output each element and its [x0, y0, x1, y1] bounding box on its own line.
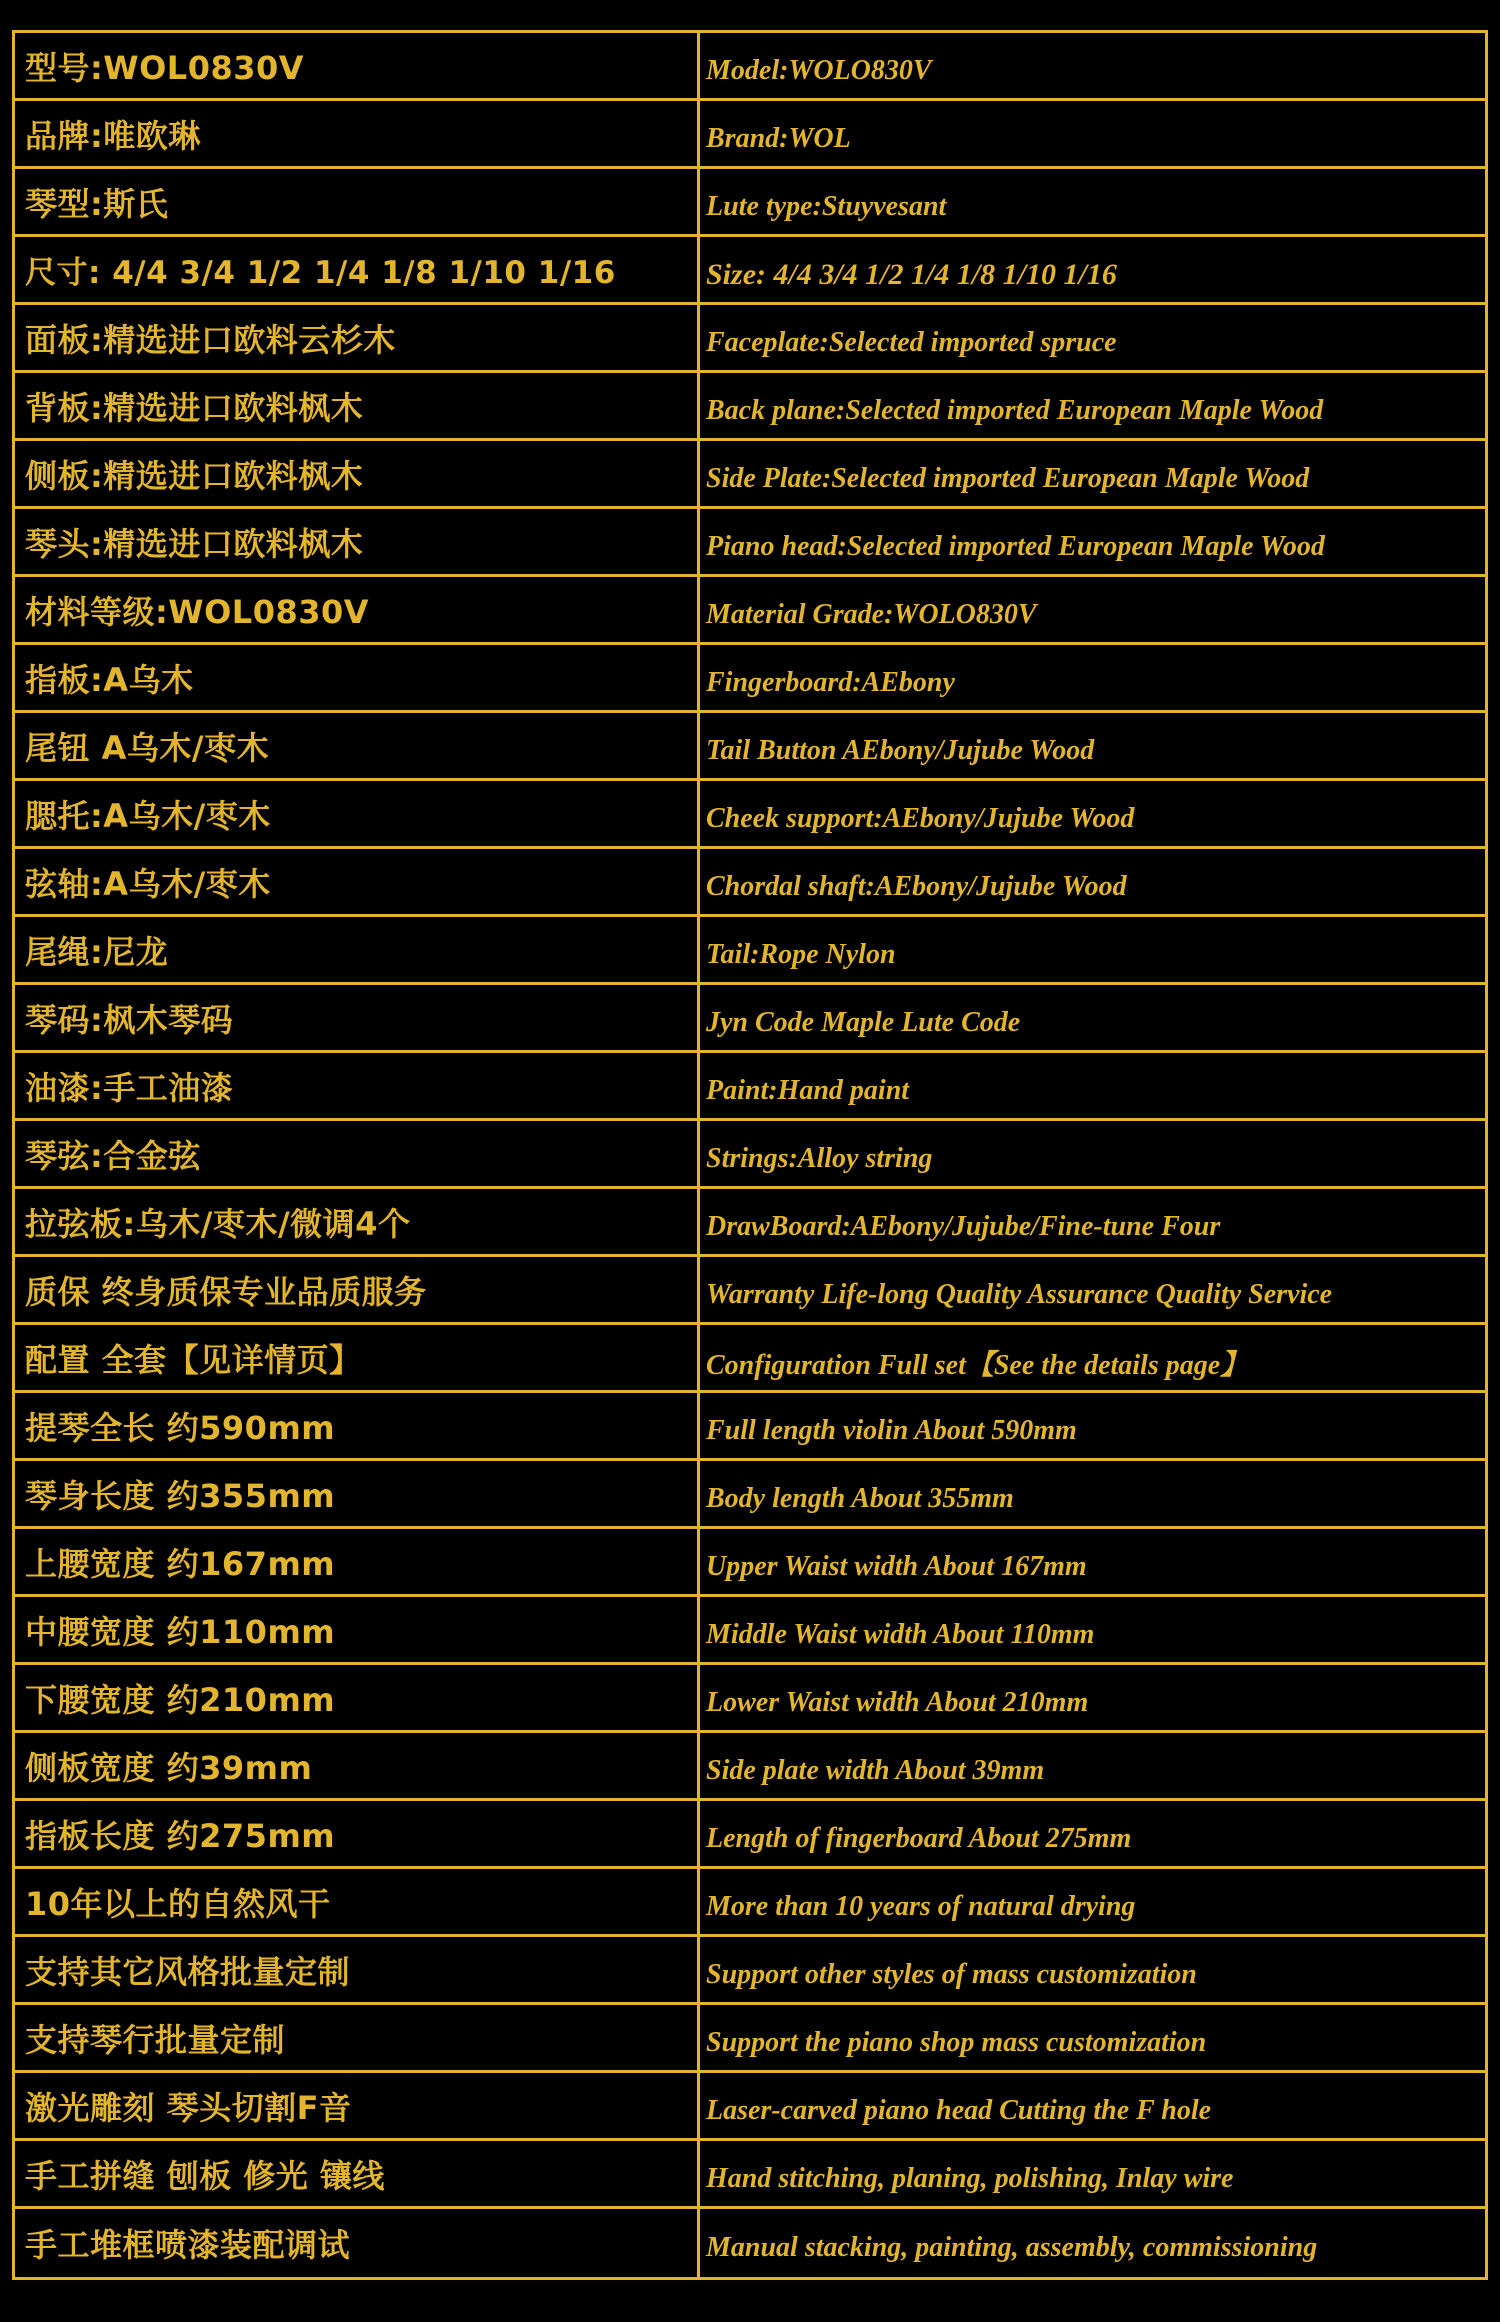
spec-label-en: Laser-carved piano head Cutting the F hole — [700, 2073, 1488, 2138]
spec-row — [12, 237, 1488, 305]
spec-label-en: Jyn Code Maple Lute Code — [700, 985, 1488, 1050]
spec-label-cn: 支持琴行批量定制 — [12, 2005, 700, 2070]
spec-label-cn: 激光雕刻 琴头切割F音 — [12, 2073, 700, 2138]
spec-row — [12, 781, 1488, 849]
spec-label-en: Tail Button AEbony/Jujube Wood — [700, 713, 1488, 778]
spec-row — [12, 2141, 1488, 2209]
spec-label-en: Chordal shaft:AEbony/Jujube Wood — [700, 849, 1488, 914]
spec-row — [12, 2005, 1488, 2073]
spec-label-cn: 提琴全长 约590mm — [12, 1393, 700, 1458]
spec-label-cn: 支持其它风格批量定制 — [12, 1937, 700, 2002]
spec-label-cn: 下腰宽度 约210mm — [12, 1665, 700, 1730]
spec-row — [12, 441, 1488, 509]
spec-row — [12, 1665, 1488, 1733]
spec-label-cn: 面板:精选进口欧料云杉木 — [12, 305, 700, 370]
spec-row — [12, 1325, 1488, 1393]
spec-label-cn: 上腰宽度 约167mm — [12, 1529, 700, 1594]
spec-label-en: DrawBoard:AEbony/Jujube/Fine-tune Four — [700, 1189, 1488, 1254]
spec-label-cn: 尾绳:尼龙 — [12, 917, 700, 982]
spec-table — [12, 30, 1488, 2280]
spec-label-en: Model:WOLO830V — [700, 33, 1488, 98]
spec-label-cn: 配置 全套【见详情页】 — [12, 1325, 700, 1390]
spec-row — [12, 305, 1488, 373]
spec-label-cn: 腮托:A乌木/枣木 — [12, 781, 700, 846]
spec-label-en: Faceplate:Selected imported spruce — [700, 305, 1488, 370]
spec-label-cn: 质保 终身质保专业品质服务 — [12, 1257, 700, 1322]
spec-row — [12, 1461, 1488, 1529]
spec-row — [12, 1257, 1488, 1325]
spec-label-en: Tail:Rope Nylon — [700, 917, 1488, 982]
spec-label-cn: 尾钮 A乌木/枣木 — [12, 713, 700, 778]
spec-row — [12, 1121, 1488, 1189]
spec-label-cn: 琴码:枫木琴码 — [12, 985, 700, 1050]
spec-row — [12, 713, 1488, 781]
spec-row — [12, 509, 1488, 577]
spec-label-cn: 手工拼缝 刨板 修光 镶线 — [12, 2141, 700, 2206]
spec-label-en: More than 10 years of natural drying — [700, 1869, 1488, 1934]
spec-label-en: Side plate width About 39mm — [700, 1733, 1488, 1798]
spec-label-en: Full length violin About 590mm — [700, 1393, 1488, 1458]
spec-row — [12, 1053, 1488, 1121]
spec-label-en: Brand:WOL — [700, 101, 1488, 166]
spec-label-en: Middle Waist width About 110mm — [700, 1597, 1488, 1662]
spec-label-en: Side Plate:Selected imported European Maple Wood — [700, 441, 1488, 506]
spec-label-cn: 尺寸: 4/4 3/4 1/2 1/4 1/8 1/10 1/16 — [12, 237, 700, 302]
spec-label-cn: 琴型:斯氏 — [12, 169, 700, 234]
spec-row — [12, 1801, 1488, 1869]
spec-label-cn: 型号:WOL0830V — [12, 33, 700, 98]
spec-label-en: Paint:Hand paint — [700, 1053, 1488, 1118]
spec-label-cn: 弦轴:A乌木/枣木 — [12, 849, 700, 914]
spec-label-cn: 琴弦:合金弦 — [12, 1121, 700, 1186]
spec-label-en: Body length About 355mm — [700, 1461, 1488, 1526]
spec-label-cn: 品牌:唯欧琳 — [12, 101, 700, 166]
spec-row — [12, 2209, 1488, 2277]
spec-label-en: Material Grade:WOLO830V — [700, 577, 1488, 642]
spec-row — [12, 917, 1488, 985]
spec-row — [12, 101, 1488, 169]
spec-label-cn: 10年以上的自然风干 — [12, 1869, 700, 1934]
spec-row — [12, 849, 1488, 917]
spec-label-en: Strings:Alloy string — [700, 1121, 1488, 1186]
spec-label-en: Length of fingerboard About 275mm — [700, 1801, 1488, 1866]
spec-label-cn: 侧板宽度 约39mm — [12, 1733, 700, 1798]
spec-label-en: Piano head:Selected imported European Maple Wood — [700, 509, 1488, 574]
spec-row — [12, 33, 1488, 101]
spec-row — [12, 1529, 1488, 1597]
spec-row — [12, 985, 1488, 1053]
spec-label-en: Hand stitching, planing, polishing, Inlay wire — [700, 2141, 1488, 2206]
spec-label-en: Manual stacking, painting, assembly, commissioning — [700, 2209, 1488, 2277]
spec-row — [12, 373, 1488, 441]
spec-label-cn: 拉弦板:乌木/枣木/微调4个 — [12, 1189, 700, 1254]
spec-label-cn: 指板长度 约275mm — [12, 1801, 700, 1866]
spec-label-cn: 指板:A乌木 — [12, 645, 700, 710]
spec-label-en: Configuration Full set【See the details page】 — [700, 1325, 1488, 1390]
spec-label-en: Cheek support:AEbony/Jujube Wood — [700, 781, 1488, 846]
spec-label-cn: 背板:精选进口欧料枫木 — [12, 373, 700, 438]
spec-label-en: Fingerboard:AEbony — [700, 645, 1488, 710]
spec-row — [12, 645, 1488, 713]
spec-row — [12, 1733, 1488, 1801]
spec-row — [12, 1869, 1488, 1937]
spec-label-cn: 油漆:手工油漆 — [12, 1053, 700, 1118]
spec-label-en: Support other styles of mass customization — [700, 1937, 1488, 2002]
spec-row — [12, 1937, 1488, 2005]
spec-label-cn: 中腰宽度 约110mm — [12, 1597, 700, 1662]
spec-label-en: Lute type:Stuyvesant — [700, 169, 1488, 234]
spec-label-cn: 侧板:精选进口欧料枫木 — [12, 441, 700, 506]
spec-label-cn: 材料等级:WOL0830V — [12, 577, 700, 642]
spec-row — [12, 1597, 1488, 1665]
spec-row — [12, 577, 1488, 645]
spec-label-en: Upper Waist width About 167mm — [700, 1529, 1488, 1594]
spec-label-en: Warranty Life-long Quality Assurance Quality Service — [700, 1257, 1488, 1322]
spec-label-cn: 手工堆框喷漆装配调试 — [12, 2209, 700, 2277]
spec-label-cn: 琴头:精选进口欧料枫木 — [12, 509, 700, 574]
spec-label-en: Size: 4/4 3/4 1/2 1/4 1/8 1/10 1/16 — [700, 237, 1488, 302]
spec-row — [12, 1393, 1488, 1461]
spec-label-en: Support the piano shop mass customization — [700, 2005, 1488, 2070]
spec-label-en: Lower Waist width About 210mm — [700, 1665, 1488, 1730]
spec-label-cn: 琴身长度 约355mm — [12, 1461, 700, 1526]
spec-row — [12, 169, 1488, 237]
spec-row — [12, 1189, 1488, 1257]
spec-label-en: Back plane:Selected imported European Maple Wood — [700, 373, 1488, 438]
spec-row — [12, 2073, 1488, 2141]
